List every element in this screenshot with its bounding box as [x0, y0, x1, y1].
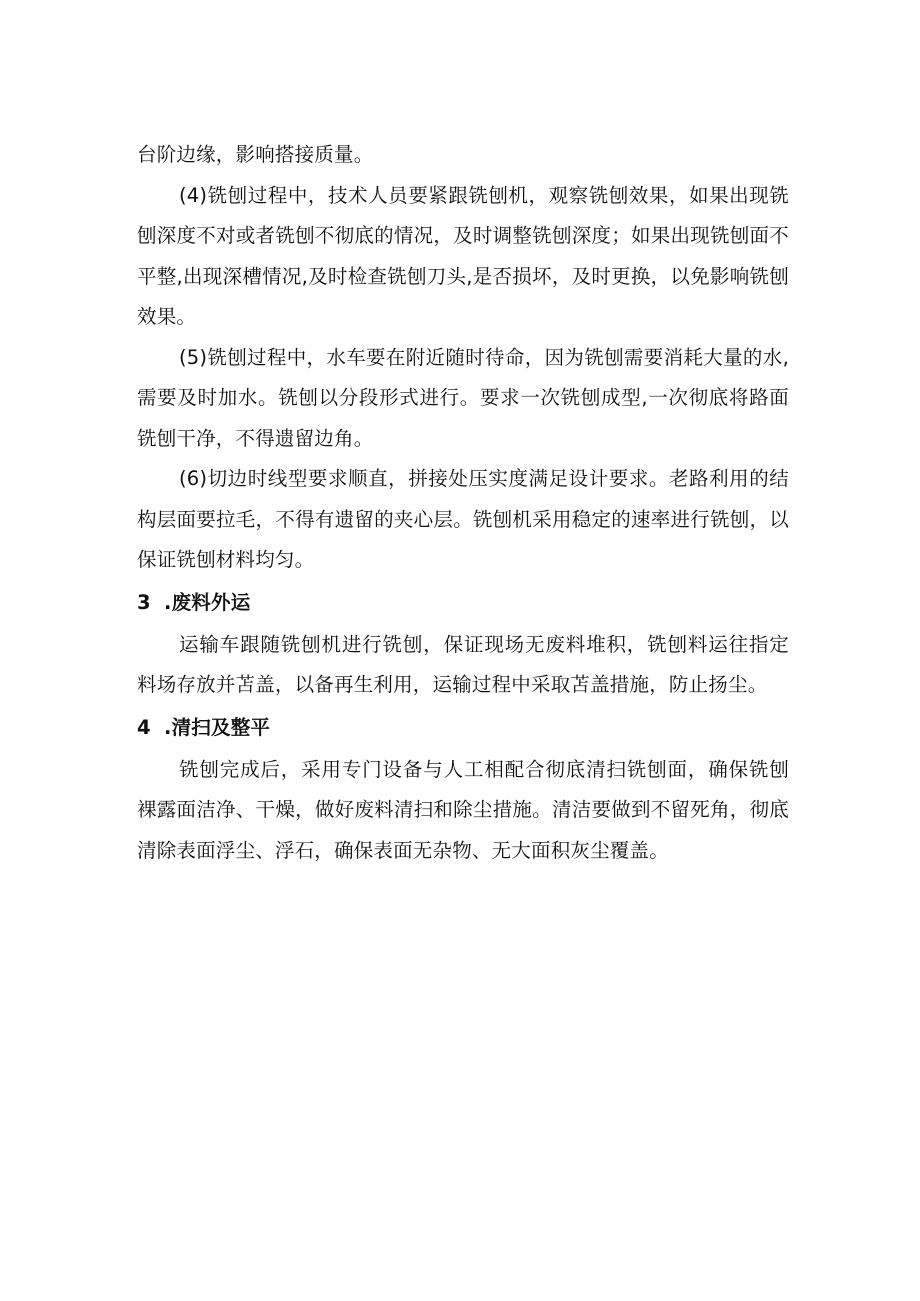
section-number: 3	[137, 590, 151, 614]
section-number: 4	[137, 715, 151, 739]
paragraph-cleaning-leveling: 铣刨完成后，采用专门设备与人工相配合彻底清扫铣刨面，确保铣刨裸露面洁净、干燥，做好废料清扫和除尘措施。清洁要做到不留死角，彻底清除表面浮尘、浮石，确保表面无杂物、无大面积灰尘覆盖。	[137, 757, 789, 862]
paragraph-item-4: (4)铣刨过程中，技术人员要紧跟铣刨机，观察铣刨效果，如果出现铣刨深度不对或者铣刨不彻底的情况，及时调整铣刨深度；如果出现铣刨面不平整,出现深槽情况,及时检查铣刨刀头,是否损坏，及时更换，以免影响铣刨效果。	[137, 183, 789, 328]
paragraph-waste-transport: 运输车跟随铣刨机进行铣刨，保证现场无废料堆积，铣刨料运往指定料场存放并苫盖，以备再生利用，运输过程中采取苫盖措施，防止扬尘。	[137, 632, 789, 696]
paragraph-item-5: (5)铣刨过程中，水车要在附近随时待命，因为铣刨需要消耗大量的水,需要及时加水。铣刨以分段形式进行。要求一次铣刨成型,一次彻底将路面铣刨干净，不得遗留边角。	[137, 345, 789, 450]
document-body	[137, 135, 789, 871]
section-heading-waste-transport	[137, 581, 789, 625]
section-title: .清扫及整平	[164, 715, 271, 739]
paragraph-continuation: 台阶边缘，影响搭接质量。	[137, 143, 374, 166]
section-heading-cleaning-leveling	[137, 706, 789, 750]
paragraph-item-6: (6)切边时线型要求顺直，拼接处压实度满足设计要求。老路利用的结构层面要拉毛，不得有遗留的夹心层。铣刨机采用稳定的速率进行铣刨，以保证铣刨材料均匀。	[137, 467, 789, 571]
section-title: .废料外运	[164, 590, 251, 614]
